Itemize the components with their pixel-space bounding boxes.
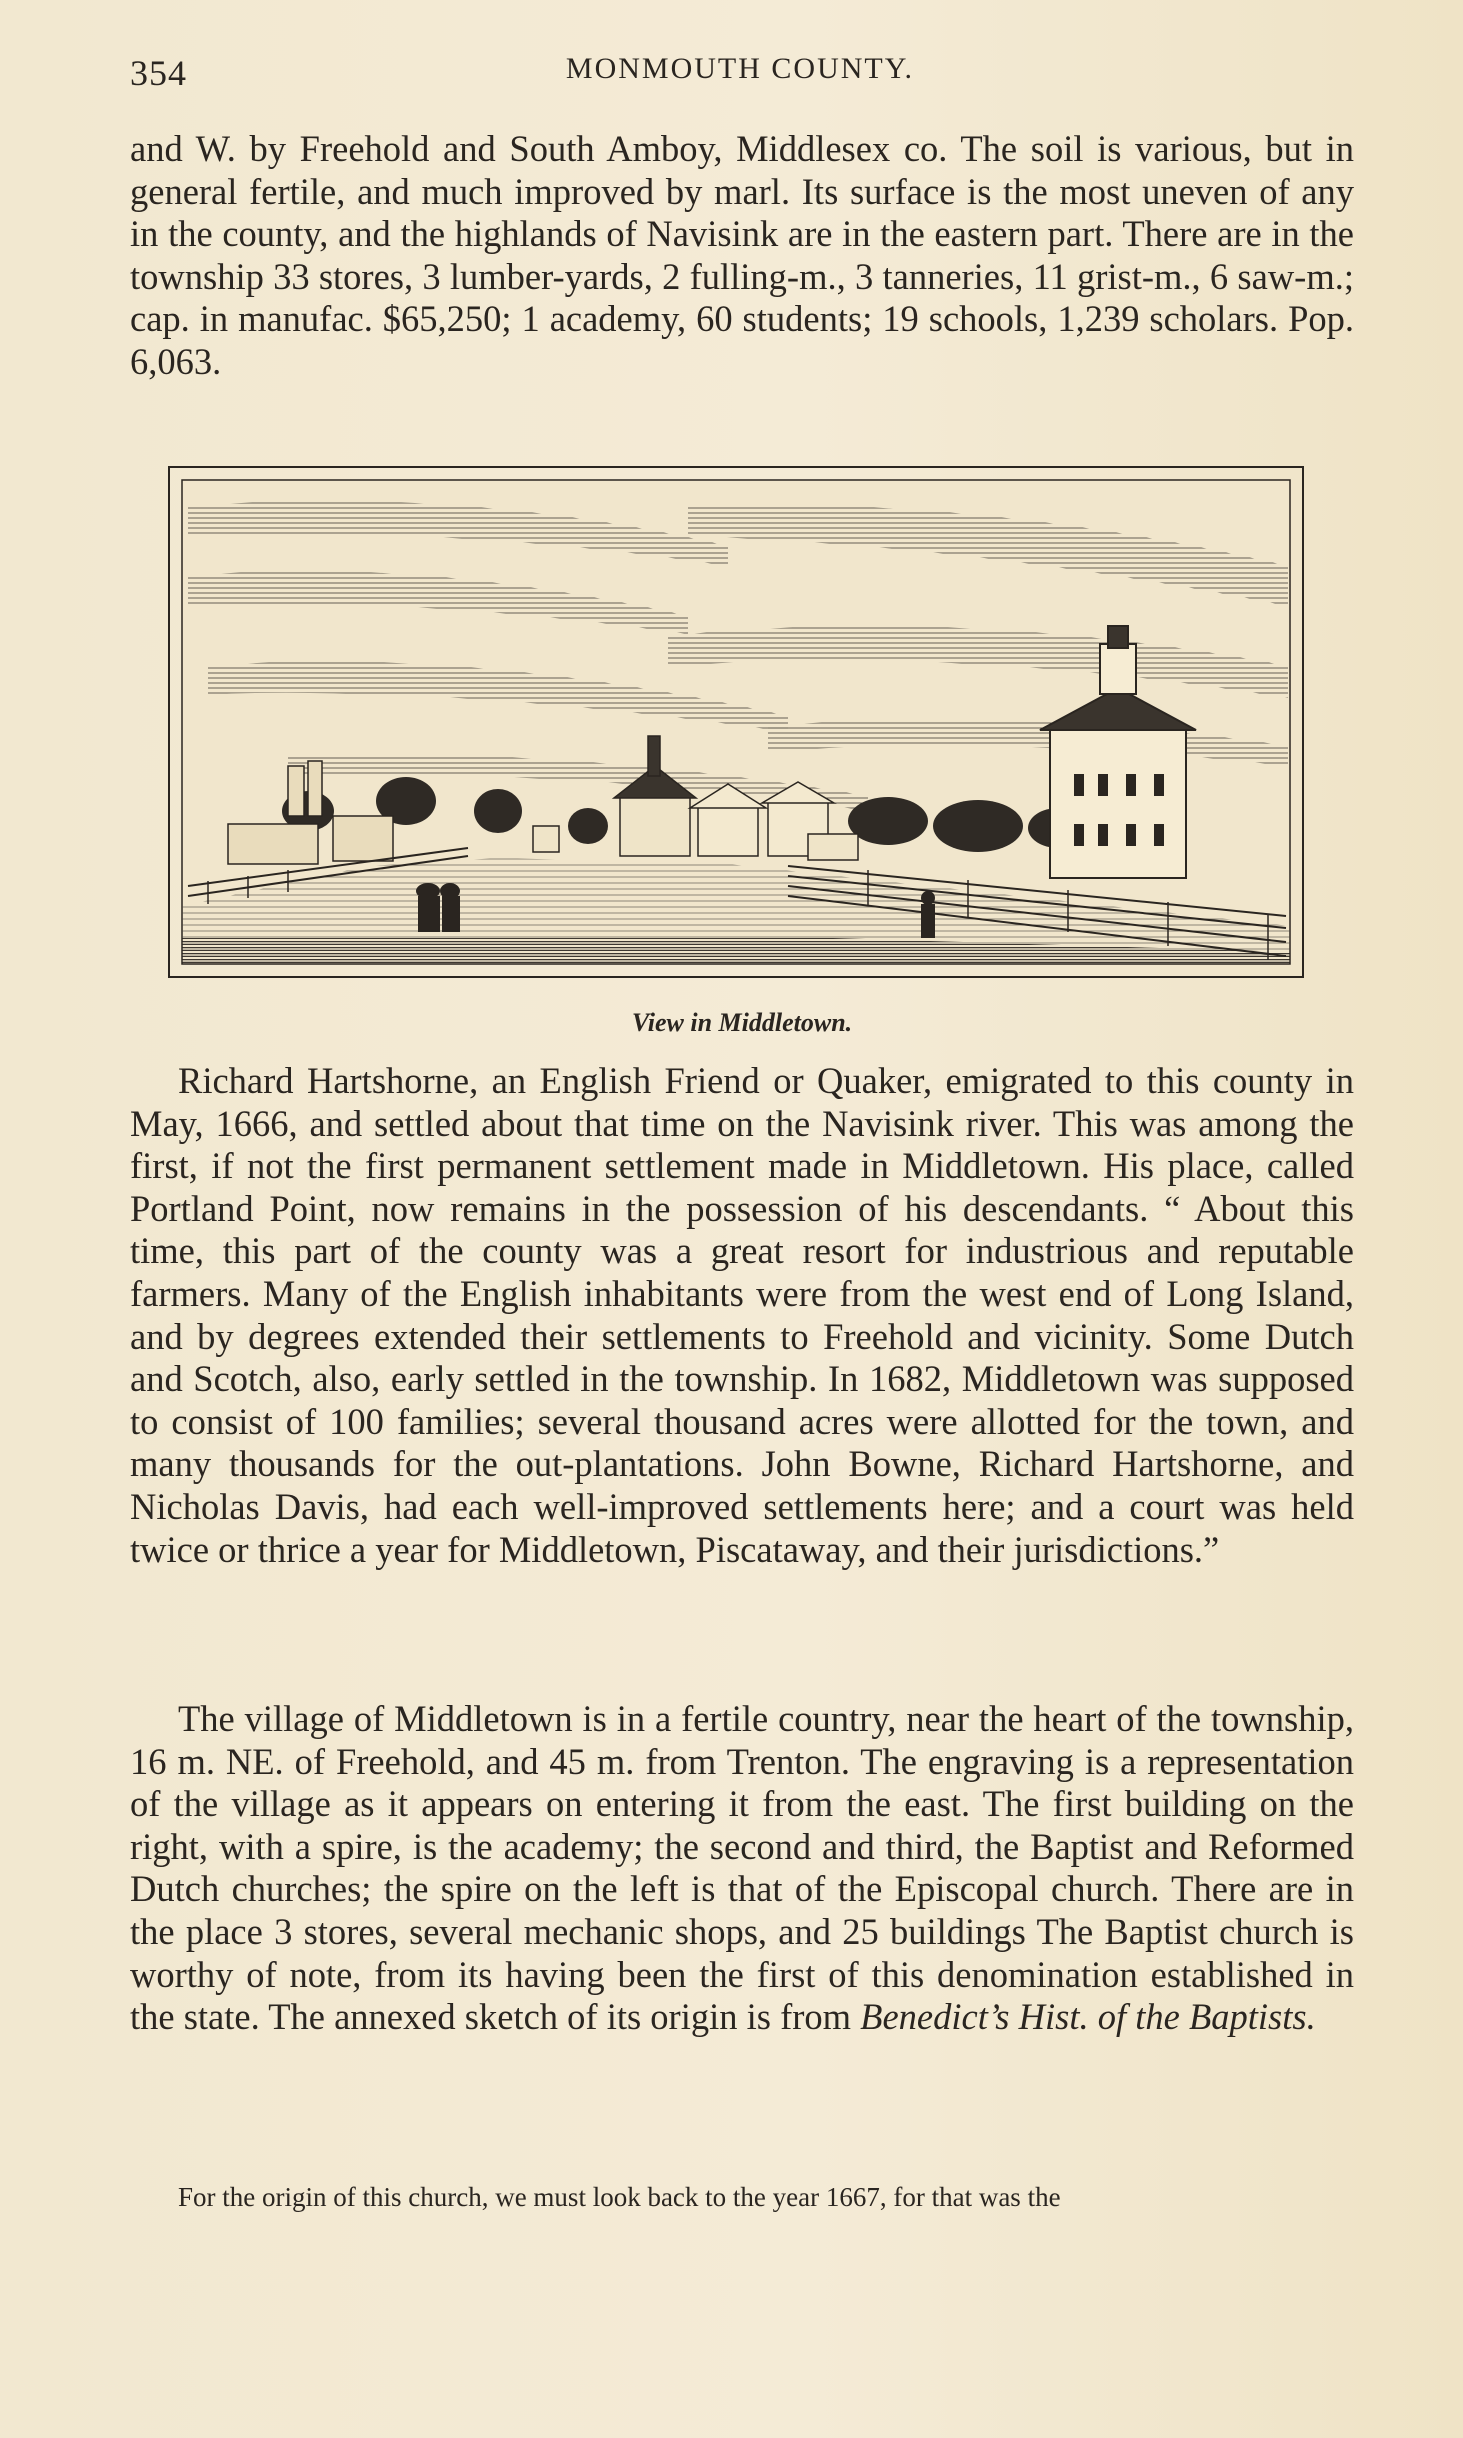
village-description-text: The village of Middletown is in a fertile country, near the heart of the township, 16 m. NE. of Freehold, and 45 m. from Trenton. The engraving is a representation of the village as it appears on entering it from the east. The first building on the right, with a spire, is the academy; the second and third, the Baptist and Reformed Dutch churches; the spire on the left is that of the Episcopal church. There are in the place 3 stores, several mechanic shops, and 25 buildings The Baptist church is worthy of note, from its having been the first of this denomination established in the state. The annexed sketch of its origin is from bbox=[130, 1698, 1354, 2038]
running-head: MONMOUTH COUNTY. bbox=[565, 52, 915, 85]
citation-benedict: Benedict’s Hist. of the Baptists. bbox=[860, 1996, 1316, 2038]
paragraph-village-description bbox=[130, 1698, 1354, 2039]
paragraph-hartshorne-history: Richard Hartshorne, an English Friend or Quaker, emigrated to this county in May, 1666, and settled about that time on the Navisink river. This was among the first, if not the first permanent settlement made in Middletown. His place, called Portland Point, now remains in the possession of his descendants. “ About this time, this part of the county was a great resort for industrious and reputable farmers. Many of the English inhabitants were from the west end of Long Island, and by degrees extended their settlements to Freehold and vicinity. Some Dutch and Scotch, also, early settled in the township. In 1682, Middletown was supposed to consist of 100 families; several thousand acres were allotted for the town, and many thousands for the out-plantations. John Bowne, Richard Hartshorne, and Nicholas Davis, had each well-improved settlements here; and a court was held twice or thrice a year for Middletown, Piscataway, and their jurisdictions.” bbox=[130, 1060, 1354, 1570]
page-number: 354 bbox=[130, 53, 187, 93]
engraving-view-in-middletown bbox=[168, 466, 1304, 978]
figure-caption: View in Middletown. bbox=[631, 1008, 853, 1037]
paragraph-church-origin-quote: For the origin of this church, we must look back to the year 1667, for that was the bbox=[178, 2182, 1061, 2212]
page-header bbox=[130, 52, 1350, 100]
paragraph-township-description: and W. by Freehold and South Amboy, Middlesex co. The soil is various, but in general fertile, and much improved by marl. Its surface is the most uneven of any in the county, and the highlands of Navisink are in the eastern part. There are in the township 33 stores, 3 lumber-yards, 2 fulling-m., 3 tanneries, 11 grist-m., 6 saw-m.; cap. in manufac. $65,250; 1 academy, 60 students; 19 schools, 1,239 scholars. Pop. 6,063. bbox=[130, 128, 1354, 382]
